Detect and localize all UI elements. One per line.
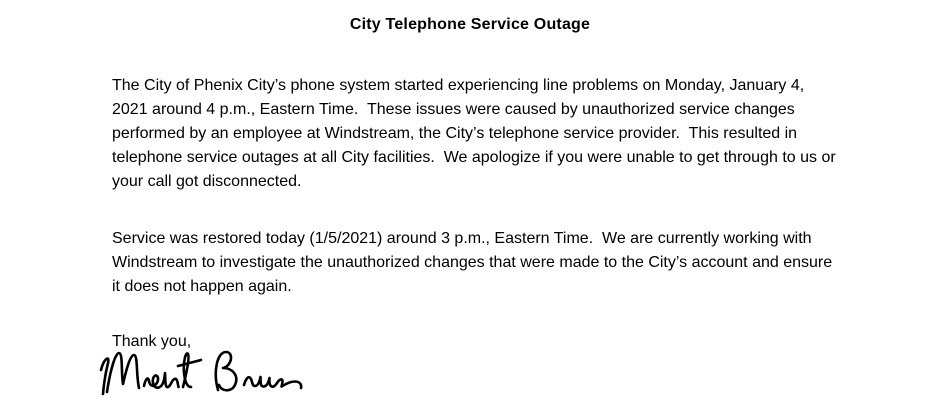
handwritten-signature xyxy=(98,344,318,400)
document-title: City Telephone Service Outage xyxy=(349,16,591,33)
paragraph-service-restored: Service was restored today (1/5/2021) around 3 p.m., Eastern Time. We are currently working with Windstream to investigate the unauthorized changes that were made to the City’s account and ensure it does not happen again. xyxy=(112,230,837,295)
paragraph-outage-description: The City of Phenix City’s phone system started experiencing line problems on Monday, January 4, 2021 around 4 p.m., Eastern Time. These issues were caused by unauthorized service changes performed by an employee at Windstream, the City’s telephone service provider. This resulted in telephone service outages at all City facilities. We apologize if you were unable to get through to us or your call got disconnected. xyxy=(112,77,841,190)
closing-line: Thank you, xyxy=(112,333,192,350)
signature-image xyxy=(98,344,318,400)
